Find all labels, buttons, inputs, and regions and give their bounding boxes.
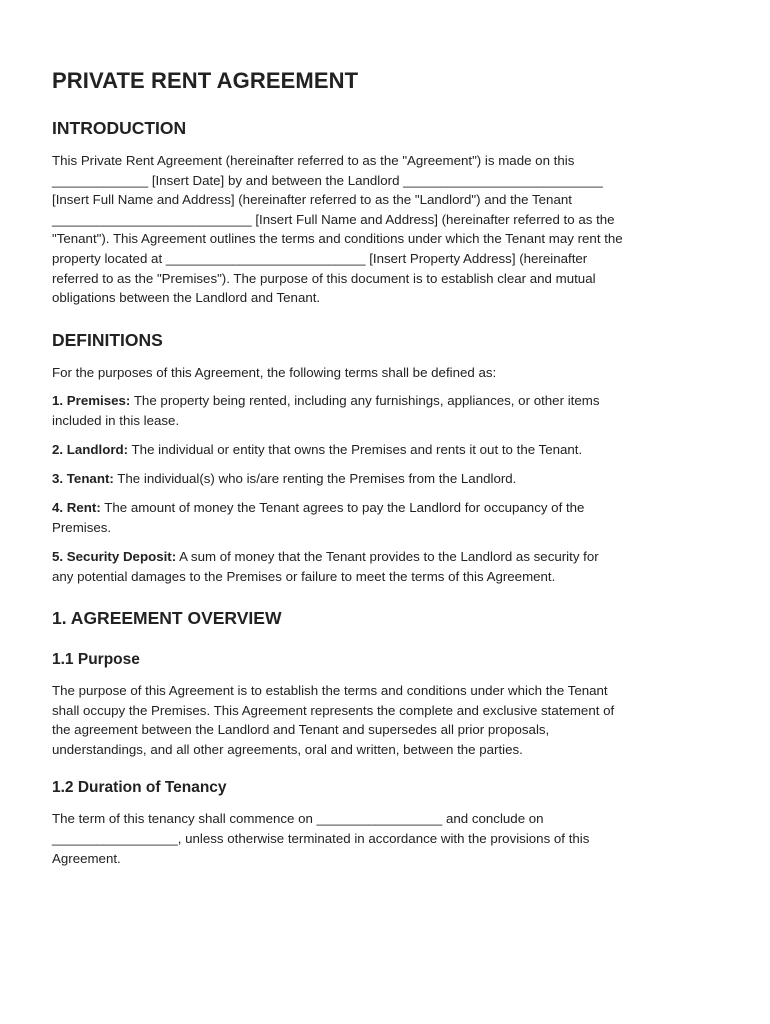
definition-text: The property being rented, including any furnishings, appliances, or other items [130,393,600,409]
text-line: This Private Rent Agreement (hereinafter referred to as the "Agreement") is made on this [52,153,575,168]
text-line: understandings, and all other agreements, oral and written, between the parties. [52,741,523,757]
definition-item [52,440,722,460]
text-line: The purpose of this Agreement is to establish the terms and conditions under which the Tenant [52,683,608,699]
definition-term: 3. Tenant: [52,471,114,487]
text-line: the agreement between the Landlord and Tenant and supersedes all prior proposals, [52,722,550,738]
text-line: ___________________________ [Insert Full Name and Address] (hereinafter referred to as the [52,211,615,227]
text-line: _____________ [Insert Date] by and between the Landlord ___________________________ [52,172,603,188]
introduction-paragraph [52,151,722,308]
definition-item [52,547,722,586]
overview-heading: 1. AGREEMENT OVERVIEW [52,608,282,629]
definition-item [52,498,722,537]
definitions-list [52,391,722,586]
text-line: shall occupy the Premises. This Agreement represents the complete and exclusive statement of [52,702,615,718]
definition-text: included in this lease. [52,412,180,428]
document-page [52,68,722,868]
definition-item [52,391,722,430]
definition-term: 1. Premises: [52,393,131,409]
definition-item [52,469,722,489]
definition-text: any potential damages to the Premises or failure to meet the terms of this Agreement. [52,568,556,584]
text-line: referred to as the "Premises"). The purpose of this document is to establish clear and mutual [52,270,596,286]
purpose-paragraph [52,681,722,759]
duration-heading: 1.2 Duration of Tenancy [52,779,227,797]
definition-text: The individual(s) who is/are renting the Premises from the Landlord. [113,471,517,487]
document-title: PRIVATE RENT AGREEMENT [52,68,359,93]
definitions-heading: DEFINITIONS [52,329,163,350]
duration-paragraph [52,809,722,868]
text-line: [Insert Full Name and Address] (hereinafter referred to as the "Landlord") and the Tenant [52,192,572,208]
introduction-heading: INTRODUCTION [52,118,187,138]
definition-text: Premises. [52,519,112,535]
text-line: The term of this tenancy shall commence on _________________ and conclude on [52,811,544,827]
definition-text: A sum of money that the Tenant provides to the Landlord as security for [176,548,599,564]
definition-text: The amount of money the Tenant agrees to pay the Landlord for occupancy of the [100,500,585,516]
text-line: Agreement. [52,850,121,866]
definition-term: 2. Landlord: [52,442,129,458]
text-line: "Tenant"). This Agreement outlines the terms and conditions under which the Tenant may rent the [52,231,623,247]
purpose-heading: 1.1 Purpose [52,651,140,669]
definition-term: 5. Security Deposit: [52,548,177,564]
text-line: property located at ___________________________ [Insert Property Address] (hereinafter [52,250,588,266]
definition-term: 4. Rent: [52,500,101,516]
text-line: _________________, unless otherwise terminated in accordance with the provisions of this [52,831,590,847]
definition-text: The individual or entity that owns the Premises and rents it out to the Tenant. [128,442,583,458]
text-line: obligations between the Landlord and Tenant. [52,290,321,306]
definitions-lead: For the purposes of this Agreement, the following terms shall be defined as: [52,364,497,380]
